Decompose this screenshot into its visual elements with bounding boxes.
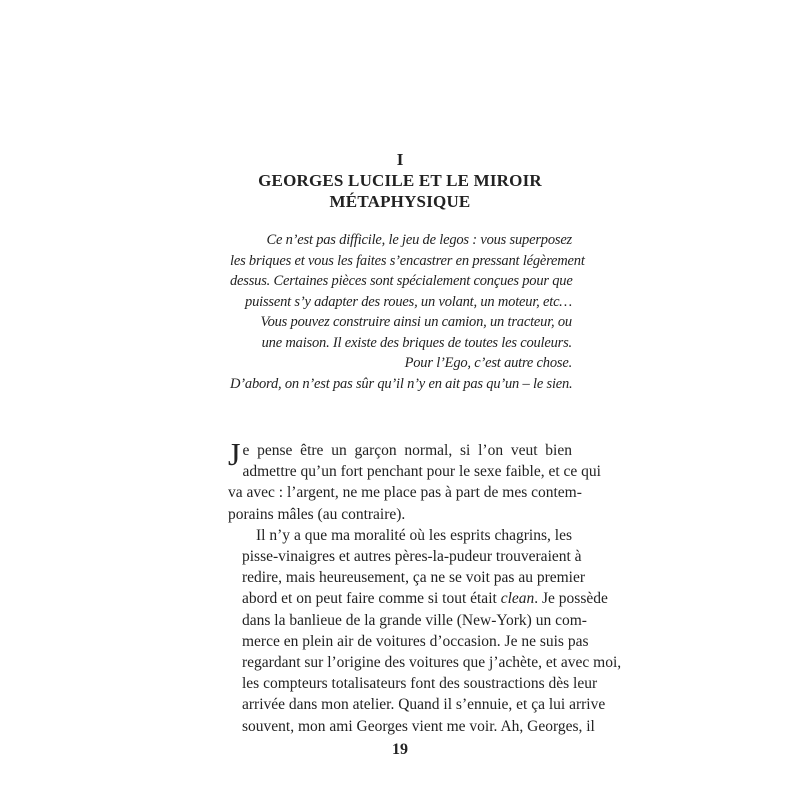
epigraph-line: D’abord, on n’est pas sûr qu’il n’y en ait pas qu’un – le sien.	[230, 375, 573, 392]
text-line: les compteurs totalisateurs font des soustractions dès leur	[242, 675, 598, 693]
text-line: redire, mais heureusement, ça ne se voit pas au premier	[242, 569, 586, 587]
chapter-title-line: GEORGES LUCILE ET LE MIROIR	[258, 171, 542, 190]
text-line: Il n’y a que ma moralité où les esprits chagrins, les	[256, 526, 572, 544]
paragraph	[228, 525, 622, 737]
epigraph-line: les briques et vous les faites s’encastrer en pressant légèrement	[230, 252, 585, 269]
page-number: 19	[392, 741, 408, 758]
text-line: e pense être un garçon normal, si l’on veut bien	[242, 442, 572, 459]
text-line: porains mâles (au contraire).	[228, 505, 406, 523]
text-line: regardant sur l’origine des voitures que j’achète, et avec moi,	[242, 654, 622, 672]
epigraph-line: dessus. Certaines pièces sont spécialement conçues pour que	[230, 273, 573, 289]
text-line: abord et on peut faire comme si tout était clean. Je possède	[242, 590, 608, 608]
text-line: souvent, mon ami Georges vient me voir. Ah, Georges, il	[242, 717, 595, 735]
epigraph-line: une maison. Il existe des briques de toutes les couleurs.	[261, 334, 572, 351]
text-line: arrivée dans mon atelier. Quand il s’ennuie, et ça lui arrive	[242, 696, 606, 714]
text-line: merce en plein air de voitures d’occasion. Je ne suis pas	[242, 632, 589, 650]
drop-cap: J	[228, 436, 241, 472]
epigraph-line: Ce n’est pas difficile, le jeu de legos : vous superposez	[266, 232, 572, 248]
epigraph-line: Pour l’Ego, c’est autre chose.	[404, 355, 572, 371]
epigraph	[230, 230, 585, 394]
epigraph-line: Vous pouvez construire ainsi un camion, un tracteur, ou	[260, 314, 572, 330]
paragraph	[228, 436, 601, 525]
text-line: pisse-vinaigres et autres pères-la-pudeur trouveraient à	[242, 548, 582, 566]
chapter-number: I	[396, 150, 404, 169]
emphasized-word: clean	[500, 590, 535, 608]
body-text	[228, 436, 622, 737]
text-line: va avec : l’argent, ne me place pas à part de mes contem-	[228, 484, 582, 502]
text-line: admettre qu’un fort penchant pour le sexe faible, et ce qui	[242, 463, 601, 481]
epigraph-line: puissent s’y adapter des roues, un volant, un moteur, etc…	[245, 293, 572, 310]
text-line: dans la banlieue de la grande ville (New-York) un com-	[242, 611, 587, 629]
chapter-title	[0, 170, 800, 212]
chapter-title-line: MÉTAPHYSIQUE	[329, 192, 471, 211]
